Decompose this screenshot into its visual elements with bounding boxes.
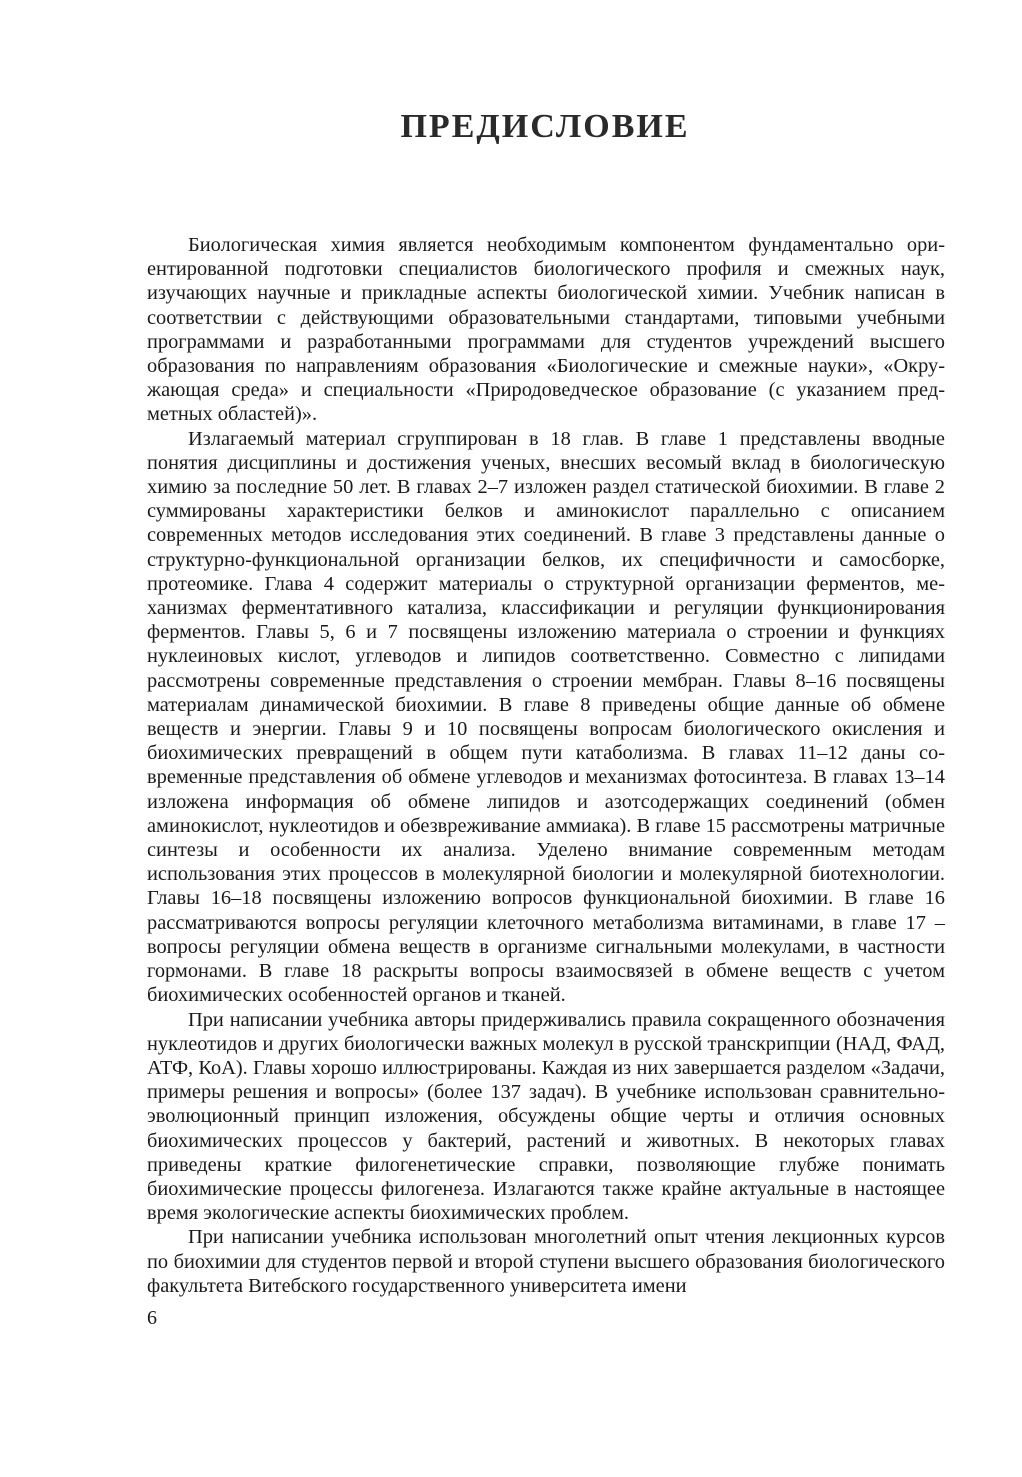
paragraph-chapters: Излагаемый материал сгруппирован в 18 глав. В главе 1 представлены вводные понятия дисциплины и достижения ученых, внесших весомый вклад в биологическую химию за последние 50 лет. В главах 2–7 изложен раздел статической биохимии. В главе 2 суммированы характеристики белков и аминокислот параллельно с описанием современных методов исследования этих соединений. В главе 3 представлены данные о структурно-функциональной организации белков, их специфичности и самосборке, протеомике. Глава 4 содержит материалы о структурной организации ферментов, механизмах ферментативного катализа, классификации и регуляции функционирования ферментов. Главы 5, 6 и 7 посвящены изложению материала о строении и функциях нуклеиновых кислот, углеводов и липидов соответственно. Совместно с липидами рассмотрены современные представления о строении мембран. Главы 8–16 посвящены материалам динамической биохимии. В главе 8 приведены общие данные об обмене веществ и энергии. Главы 9 и 10 посвящены вопросам биологического окисления и биохимических превращений в общем пути катаболизма. В главах 11–12 даны современные представления об обмене углеводов и механизмах фотосинтеза. В главах 13–14 изложена информация об обмене липидов и азотсодержащих соединений (обмен аминокислот, нуклеотидов и обезвреживание аммиака). В главе 15 рассмотрены матричные синтезы и особенности их анализа. Уделено внимание современным методам использования этих процессов в молекулярной биологии и молекулярной биотехнологии. Главы 16–18 посвящены изложению вопросов функциональной биохимии. В главе 16 рассматриваются вопросы регуляции клеточного метаболизма витаминами, в главе 17 – вопросы регуляции обмена веществ в организме сигнальными молекулами, в частности гормонами. В главе 18 раскрыты вопросы взаимосвязей в обмене веществ с учетом биохимических особенностей органов и тканей. [147,427,945,1007]
body-text [147,233,945,1298]
page-title: ПРЕДИСЛОВИЕ [400,108,690,145]
page-number: 6 [147,1307,157,1329]
paragraph-intro: Биологическая химия является необходимым компонентом фундаментально ориентированной подготовки специалистов биологического профиля и смежных наук, изучающих научные и прикладные аспекты биологической химии. Учебник написан в соответствии с действующими образовательными стандартами, типовыми учебными программами и разработанными программами для студентов учреждений высшего образования по направлениям образования «Биологические и смежные науки», «Окружающая среда» и специальности «Природоведческое образование (с указанием предметных областей)». [147,234,945,426]
paragraph-experience: При написании учебника использован многолетний опыт чтения лекционных курсов по биохимии для студентов первой и второй ступени высшего образования биологического факультета Витебского государственного университета имени [147,1226,945,1297]
paragraph-conventions: При написании учебника авторы придерживались правила сокращенного обозначения нуклеотидов и других биологически важных молекул в русской транскрипции (НАД, ФАД, АТФ, КоА). Главы хорошо иллюстрированы. Каждая из них завершается разделом «Задачи, примеры решения и вопросы» (более 137 задач). В учебнике использован сравнительно-эволюционный принцип изложения, обсуждены общие черты и отличия основных биохимических процессов у бактерий, растений и животных. В некоторых главах приведены краткие филогенетические справки, позволяющие глубже понимать биохимические процессы филогенеза. Излагаются также крайне актуальные в настоящее время экологические аспекты биохимических проблем. [147,1008,945,1225]
